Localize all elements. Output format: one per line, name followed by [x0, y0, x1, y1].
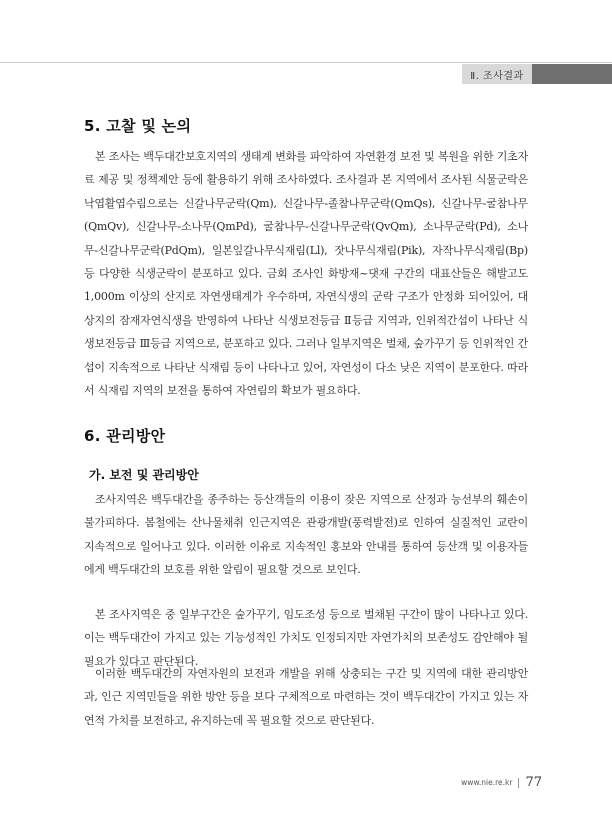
footer-divider: [518, 778, 519, 788]
section-6-subheading: 가. 보전 및 관리방안: [89, 468, 199, 482]
footer-website: www.nie.re.kr: [461, 778, 513, 787]
section-5-paragraph: 본 조사는 백두대간보호지역의 생태계 변화를 파악하여 자연환경 보전 및 복원을 위한 기초자료 제공 및 정책제안 등에 활용하기 위해 조사하였다. 조사결과 본 지역에서 조사된 식물군락은 낙엽활엽수림으로는 신갈나무군락(Qm), 신갈나무-졸참나무군락(QmQs), 신갈나무-굴참나무(QmQv), 신갈나무-소나무(QmPd), 굴참나무-신갈나무군락(QvQm), 소나무군락(Pd), 소나무-신갈나무군락(PdQm), 일본잎갈나무식재림(Ll), 잣나무식재림(Pik), 자작나무식재림(Bp) 등 다양한 식생군락이 분포하고 있다. 금회 조사인 화방재~댓재 구간의 대표산들은 해발고도 1,000m 이상의 산지로 자연생태계가 우수하며, 자연식생의 군락 구조가 안정화 되어있어, 대상지의 잠재자연식생을 반영하여 나타난 식생보전등급 Ⅱ등급 지역과, 인위적간섭이 나타난 식생보전등급 Ⅲ등급 지역으로, 분포하고 있다. 그러나 일부지역은 벌채, 숲가꾸기 등 인위적인 간섭이 지속적으로 나타난 식재림 등이 나타나고 있어, 자연성이 다소 낮은 지역이 분포한다. 따라서 식재림 지역의 보전을 통하여 자연림의 확보가 필요하다.: [84, 150, 528, 398]
chapter-header-tab: Ⅱ. 조사결과: [462, 64, 532, 84]
header-bar: [532, 64, 612, 84]
section-6-paragraph-2: 본 조사지역은 중 일부구간은 숲가꾸기, 임도조성 등으로 벌채된 구간이 많이 나타나고 있다. 이는 백두대간이 가지고 있는 기능성적인 가치도 인정되지만 자연가치의 보존성도 감안해야 될 필요가 있다고 판단된다.: [84, 608, 528, 668]
section-5-heading: 5. 고찰 및 논의: [84, 117, 192, 135]
section-6-paragraph-3: 이러한 백두대간의 자연자원의 보전과 개발을 위해 상충되는 구간 및 지역에 대한 관리방안과, 인근 지역민들을 위한 방안 등을 보다 구체적으로 마련하는 것이 백두대간이 가지고 있는 자연적 가치를 보전하고, 유지하는데 꼭 필요할 것으로 판단된다.: [84, 667, 528, 727]
section-6-heading: 6. 관리방안: [84, 427, 166, 445]
page-footer: [461, 775, 542, 790]
section-6-paragraph-1: 조사지역은 백두대간을 종주하는 등산객들의 이용이 잦은 지역으로 산정과 능선부의 훼손이 불가피하다. 봄철에는 산나물채취 인근지역은 관광개발(풍력발전)로 인하여 실질적인 교란이 지속적으로 일어나고 있다. 이러한 이유로 지속적인 홍보와 안내를 통하여 등산객 및 이용자들에게 백두대간의 보호를 위한 알림이 필요할 것으로 보인다.: [84, 493, 528, 577]
header-rule: [0, 62, 612, 63]
page-number: 77: [525, 775, 542, 790]
